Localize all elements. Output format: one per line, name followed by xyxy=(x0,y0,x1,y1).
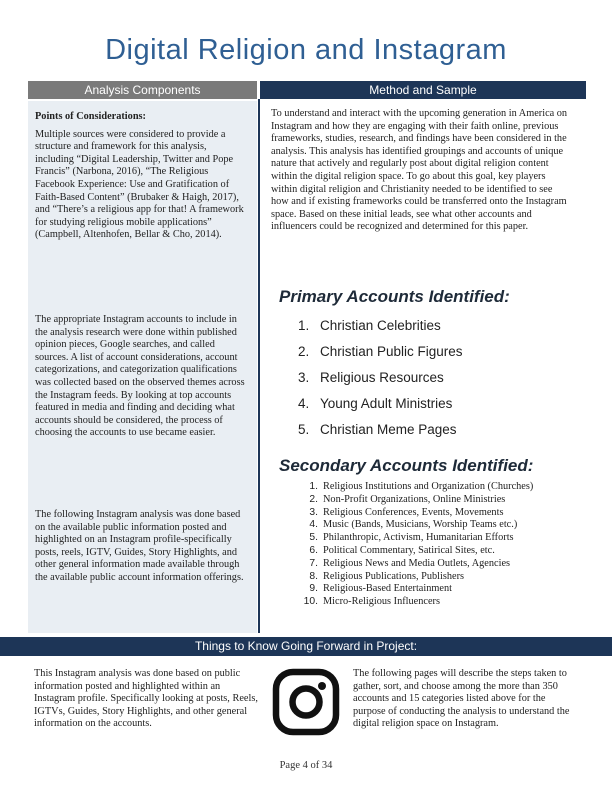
poc-heading: Points of Considerations: xyxy=(35,111,146,122)
account-selection-paragraph: The appropriate Instagram accounts to include in the analysis research were done within published opinion pieces, Google searches, and called sources. A list of account considerations, account categorizations, and categorization qualifications was collected based on the observed themes across the Instagram feeds. By looking at top accounts featured in media and finding and deciding what accounts should be considered, the process of choosing the accounts to use became easier. xyxy=(35,314,245,439)
list-item: 4. Young Adult Ministries xyxy=(298,396,453,411)
list-item: 1. Christian Celebrities xyxy=(298,318,441,333)
analysis-components-panel xyxy=(28,101,257,633)
primary-accounts-list xyxy=(298,316,463,446)
poc-paragraph: Multiple sources were considered to provide a structure and framework for this analysis, including “Digital Leadership, Twitter and Pope Francis” (Narbona, 2016), “The Religious Facebook Experience: Use and Gratification of Faith-Based Content” (Brubaker & Haigh, 2017), and “There’s a religious app for that! A framework for studying religious mobile applications” (Campbell, Altenhofen, Bellar & Cho, 2014). xyxy=(35,128,244,241)
bottom-left-paragraph: This Instagram analysis was done based on public information posted and highlighted within an Instagram profile. Specifically looking at posts, Reels, IGTVs, Guides, Story Highlights, and other general information on the accounts. xyxy=(34,668,258,730)
method-sample-header: Method and Sample xyxy=(260,81,586,99)
list-item: 4. Music (Bands, Musicians, Worship Teams etc.) xyxy=(309,519,518,531)
list-item: 6. Political Commentary, Satirical Sites, etc. xyxy=(309,544,495,556)
list-item: 10. Micro-Religious Influencers xyxy=(303,596,440,608)
list-item: 9. Religious-Based Entertainment xyxy=(309,583,452,595)
list-item: 2. Christian Public Figures xyxy=(298,344,463,359)
list-item: 3. Religious Resources xyxy=(298,370,444,385)
list-item: 5. Philanthropic, Activism, Humanitarian Efforts xyxy=(309,532,514,544)
instagram-icon xyxy=(270,666,342,738)
column-divider xyxy=(258,99,260,633)
list-item: 8. Religious Publications, Publishers xyxy=(309,570,465,582)
page-number: Page 4 of 34 xyxy=(279,760,333,771)
primary-accounts-heading: Primary Accounts Identified: xyxy=(279,287,510,306)
things-to-know-header: Things to Know Going Forward in Project: xyxy=(0,637,612,656)
list-item: 5. Christian Meme Pages xyxy=(298,422,457,437)
analysis-scope-paragraph: The following Instagram analysis was done based on the available public information posted and highlighted on an Instagram profile-specifically posts, reels, IGTV, Guides, Story Highlights, and other general information made available through the available public account information offerings. xyxy=(35,509,244,583)
list-item: 3. Religious Conferences, Events, Movements xyxy=(309,506,504,518)
secondary-accounts-heading: Secondary Accounts Identified: xyxy=(279,456,534,475)
list-item: 1. Religious Institutions and Organization (Churches) xyxy=(309,481,534,492)
list-item: 2. Non-Profit Organizations, Online Ministries xyxy=(309,493,506,505)
bottom-right-paragraph: The following pages will describe the steps taken to gather, sort, and choose among the more than 350 accounts and 15 categories listed above for the purpose of conducting the analysis to understand the digital religion space on Instagram. xyxy=(353,668,570,730)
method-paragraph: To understand and interact with the upcoming generation in America on Instagram and how they are engaging with their faith online, previous frameworks, studies, research, and findings have been considered in the analysis. This analysis has identified groupings and accounts of unique nature that actively and regularly post about digital religion content within the digital religion space. To go about this goal, key players within digital religion and Christianity needed to be identified to see how and if existing frameworks could be transferred onto the Instagram space. Based on these initial leads, see what other accounts and influencers could be recognized and determined for this paper. xyxy=(271,108,568,233)
secondary-accounts-list xyxy=(296,481,533,609)
analysis-components-header: Analysis Components xyxy=(28,81,257,99)
list-item: 7. Religious News and Media Outlets, Agencies xyxy=(309,557,511,569)
points-of-considerations xyxy=(35,111,247,242)
page-title: Digital Religion and Instagram xyxy=(105,34,507,66)
